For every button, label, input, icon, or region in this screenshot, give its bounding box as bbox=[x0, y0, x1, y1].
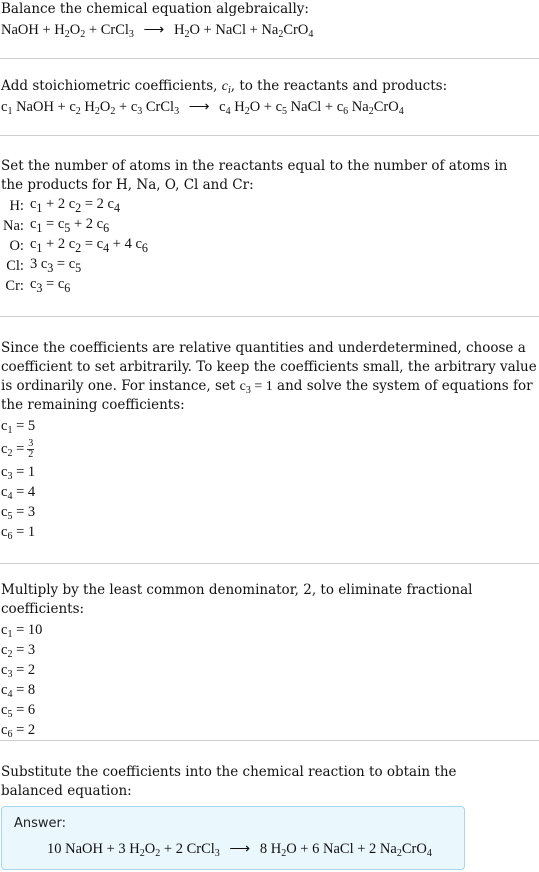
coefficient-value: $c_5 = 3$ bbox=[1, 504, 36, 522]
divider bbox=[0, 316, 539, 317]
fraction: $\frac{3}{2}$ bbox=[28, 438, 34, 461]
lcd-text: Multiply by the least common denominator, 2, to eliminate fractional coefficients: bbox=[1, 582, 473, 617]
coefficient-equation: $c_1$ NaOH + $c_2$ $H_2O_2 + c_3$ CrCl$_3$ ⟶ $c_4$ $H_2O + c_5$ NaCl + $c_6$ $Na_2CrO_4$ bbox=[1, 99, 404, 117]
reaction-arrow: ⟶ bbox=[188, 99, 210, 115]
reactant: NaOH bbox=[1, 22, 39, 38]
reactant: $H_2O_2$ bbox=[54, 22, 86, 40]
divider bbox=[0, 135, 539, 136]
coefficient-value: $c_6 = 2$ bbox=[1, 722, 36, 740]
equation-system bbox=[3, 196, 148, 296]
equation-row: Cl: 3 $c_3 = c_5$ bbox=[6, 256, 82, 275]
section-final bbox=[1, 763, 519, 801]
equation-row: O: $c_1 + 2$ $c_2 = c_4 + 4$ $c_6$ bbox=[9, 236, 148, 255]
reaction-arrow: ⟶ bbox=[143, 22, 165, 38]
term: $c_4$ $H_2O$ bbox=[219, 99, 261, 117]
atom-balance-text: Set the number of atoms in the reactants equal to the number of atoms in the products for H, Na, O, Cl and Cr: bbox=[1, 158, 508, 193]
reactant: CrCl$_3$ bbox=[100, 22, 134, 40]
product: 6 NaCl bbox=[312, 841, 354, 857]
coefficient-value: $c_2 = 3$ bbox=[1, 642, 36, 660]
coefficient-value: $c_1 = 10$ bbox=[1, 622, 43, 640]
product: $H_2O$ bbox=[173, 22, 200, 40]
reactant: 10 NaOH bbox=[47, 841, 103, 857]
integer-values bbox=[1, 620, 539, 740]
product: NaCl bbox=[215, 22, 246, 38]
divider bbox=[0, 740, 539, 741]
term: $c_3$ CrCl$_3$ bbox=[130, 99, 180, 117]
solve-text: Since the coefficients are relative quantities and underdetermined, choose a coefficient to set arbitrarily. To keep the coefficients small, the arbitrary value is ordinarily one. For instance, set $c_3 = 1$ and solve the system of equations for the remaining coefficients: bbox=[1, 340, 537, 413]
equation-row: H: $c_1 + 2$ $c_2 = 2$ $c_4$ bbox=[9, 196, 121, 215]
coefficient-value: $c_4 = 8$ bbox=[1, 682, 36, 700]
coefficient-value: $c_6 = 1$ bbox=[1, 524, 36, 542]
equation-row: Cr: $c_3 = c_6$ bbox=[5, 276, 71, 295]
term: $c_5$ NaCl bbox=[275, 99, 322, 117]
product: 8 $H_2O$ bbox=[259, 841, 297, 859]
coefficient-value: $c_5 = 6$ bbox=[1, 702, 36, 720]
product: 2 $Na_2CrO_4$ bbox=[369, 841, 432, 859]
divider bbox=[0, 58, 539, 59]
coefficient-value: $c_4 = 4$ bbox=[1, 484, 36, 502]
coefficient-value: $c_2$ = $\frac{3}{2}$ bbox=[1, 438, 34, 461]
reactant: 3 $H_2O_2$ bbox=[118, 841, 161, 859]
reactant: 2 CrCl$_3$ bbox=[175, 841, 220, 859]
section-solve bbox=[1, 339, 537, 542]
section-lcd bbox=[1, 581, 539, 740]
balanced-equation: 10 NaOH + 3 $H_2O_2 + 2$ CrCl$_3$ ⟶ 8 $H_2O + 6$ NaCl + 2 $Na_2CrO_4$ bbox=[47, 841, 432, 859]
coefficient-value: $c_1 = 5$ bbox=[1, 418, 36, 436]
answer-label: Answer: bbox=[14, 816, 67, 831]
section-coefficients bbox=[1, 77, 539, 117]
term: $c_2$ $H_2O_2$ bbox=[69, 99, 116, 117]
reaction-arrow: ⟶ bbox=[229, 841, 251, 857]
unbalanced-equation: NaOH + $H_2O_2$ + CrCl$_3$ ⟶ $H_2O$ + NaCl + $Na_2CrO_4$ bbox=[1, 22, 314, 40]
divider bbox=[0, 563, 539, 564]
solution-values bbox=[1, 416, 537, 542]
coefficients-text: Add stoichiometric coefficients, $c_i$, to the reactants and products: bbox=[1, 78, 448, 96]
term: $c_6$ $Na_2CrO_4$ bbox=[336, 99, 404, 117]
term: $c_1$ NaOH bbox=[1, 99, 54, 117]
section-atom-balance bbox=[1, 157, 521, 296]
final-text: Substitute the coefficients into the chemical reaction to obtain the balanced equation: bbox=[1, 764, 457, 799]
product: $Na_2CrO_4$ bbox=[261, 22, 314, 40]
coefficient-value: $c_3 = 1$ bbox=[1, 464, 36, 482]
answer-box bbox=[1, 806, 465, 870]
equation-row: Na: $c_1 = c_5 + 2$ $c_6$ bbox=[3, 216, 110, 235]
section-intro bbox=[1, 0, 539, 40]
coefficient-value: $c_3 = 2$ bbox=[1, 662, 36, 680]
intro-text: Balance the chemical equation algebraically: bbox=[1, 1, 309, 17]
